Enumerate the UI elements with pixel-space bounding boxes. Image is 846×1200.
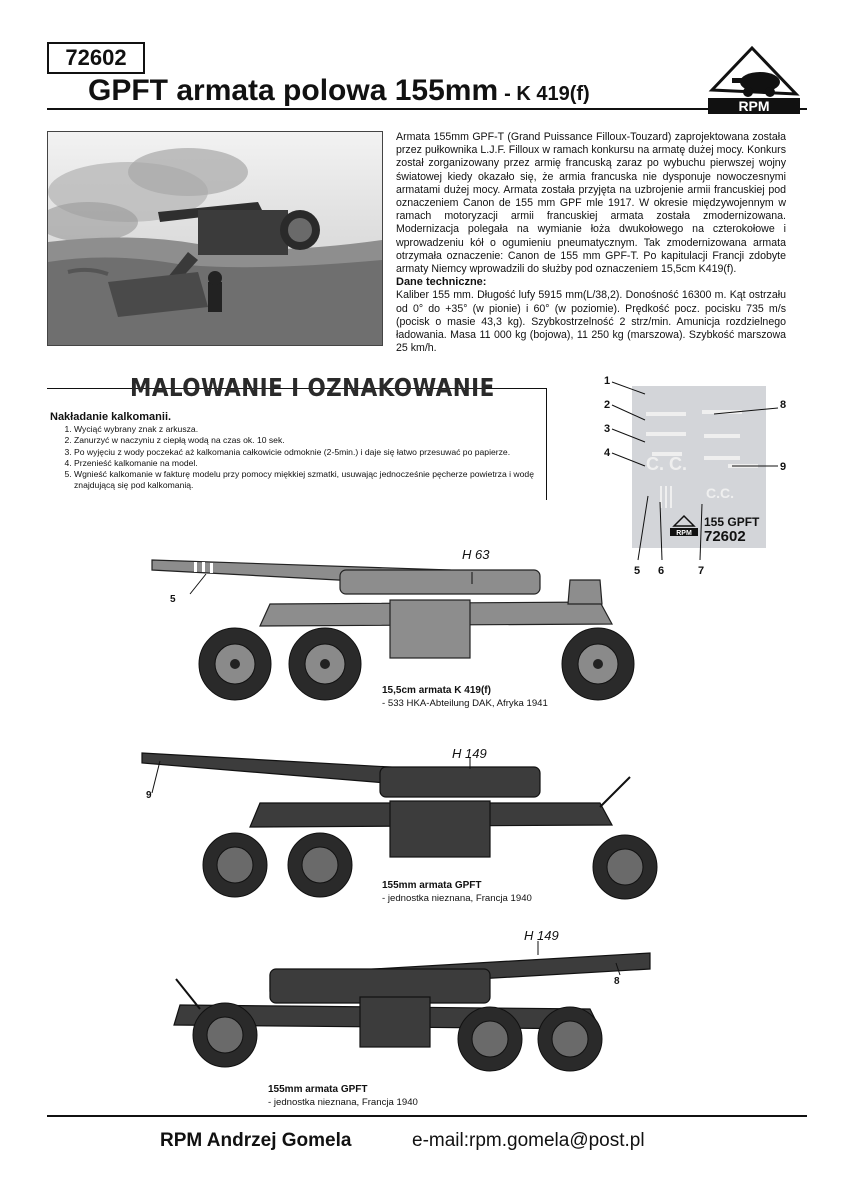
profile-2-caption-title: 155mm armata GPFT — [382, 880, 482, 891]
decal-step: 4. Przenieść kalkomanie na model. — [74, 458, 554, 469]
product-code: 72602 — [47, 42, 145, 74]
footer-email: e-mail:rpm.gomela@post.pl — [412, 1130, 645, 1151]
header-rule — [47, 108, 807, 110]
sheet-logo: RPM — [676, 530, 692, 537]
profile-3-caption-sub: - jednostka nieznana, Francja 1940 — [268, 1097, 418, 1108]
callout-1: 1 — [604, 375, 611, 387]
profile-1-decal-callout: 5 — [170, 594, 176, 605]
profile-2-hull-number: H 149 — [452, 746, 487, 761]
profile-1-hull-number: H 63 — [462, 547, 490, 562]
svg-text:C.C.: C.C. — [706, 485, 734, 501]
intro-paragraph: Armata 155mm GPF-T (Grand Puissance Filloux-Touzard) zaprojektowana została przez pułkownika L.J.F. Filloux w ramach konkursu na armatę dużej mocy. Konkurs został zorganizowany przez armię francuską zaraz po wybuchu pierwszej wojny światowej kiedy okazało się, że armia francuska nie dysponuje nowoczesnymi armatami dużej mocy. Armata została przyjęta na uzbrojenie armii francuskiej pod oznaczeniem Canon de 155 mm GPF mle 1917. W okresie międzywojennym w ramach motoryzacji armii francuskiej armata została zmodernizowana. Modernizacja polegała na wymianie łoża dwukołowego na czterokołowe i wprowadzeniu kół o ogumieniu pneumatycznym. Tak zmodernizowana armata otrzymała oznaczenie: Canon de 155 mm GPF-T. Po kapitulacji Francji zdobyte armaty Niemcy wprowadzili do służby pod oznaczeniem 15,5cm K419(f). — [396, 131, 786, 276]
footer-company: RPM Andrzej Gomela — [160, 1130, 352, 1151]
specs-heading: Dane techniczne: — [396, 276, 487, 289]
callout-8: 8 — [780, 399, 787, 411]
decal-instructions-list — [62, 424, 554, 492]
intro-text — [396, 131, 786, 355]
decal-step: 5. Wgnieść kalkomanie w fakturę modelu przy pomocy miękkiej szmatki, usuwając jednocześnie pęcherze powietrza i wodę znajdującą się pod kalkomanią. — [74, 469, 554, 492]
rpm-logo — [704, 42, 804, 116]
profile-2-decal-callout: 9 — [146, 790, 152, 801]
callout-5: 5 — [634, 565, 641, 577]
sheet-label: 155 GPFT — [704, 515, 760, 529]
callout-9: 9 — [780, 461, 787, 473]
profile-3-hull-number: H 149 — [524, 928, 559, 943]
decal-instructions-heading: Nakładanie kalkomanii. — [50, 411, 172, 423]
footer-rule — [47, 1115, 807, 1117]
logo-text: RPM — [738, 98, 770, 114]
callout-3: 3 — [604, 423, 611, 435]
specs-text: Kaliber 155 mm. Długość lufy 5915 mm(L/38,2). Donośność 16300 m. Kąt ostrzału od 0° do +35° (w pionie) i 60° (w poziomie). Prędkość pocz. pocisku 735 m/s (pocisk o masie 43,3 kg). Szybkostrzelność 2 strz/min. Amunicja rozdzielnego ładowania. Masa 11 000 kg (bojowa), 11 250 kg (marszowa). Szybkość marszowa 25 km/h. — [396, 289, 786, 355]
historical-photo — [47, 131, 383, 346]
profile-1-caption-sub: - 533 HKA-Abteilung DAK, Afryka 1941 — [382, 698, 548, 709]
decal-step: 1. Wyciąć wybrany znak z arkusza. — [74, 424, 554, 435]
profile-1-caption-title: 15,5cm armata K 419(f) — [382, 685, 491, 696]
profile-3-decal-callout: 8 — [614, 976, 620, 987]
callout-4: 4 — [604, 447, 611, 459]
svg-text:C. C.: C. C. — [646, 454, 688, 474]
profile-3-caption-title: 155mm armata GPFT — [268, 1084, 368, 1095]
decal-step: 3. Po wyjęciu z wody poczekać aż kalkomania całkowicie odmoknie (2-5min.) i daje się łatwo przesuwać po papierze. — [74, 447, 554, 458]
gun-profile-3 — [170, 935, 670, 1075]
callout-2: 2 — [604, 399, 611, 411]
page-title — [88, 74, 590, 108]
title-subtitle: - K 419(f) — [504, 83, 590, 105]
callout-6: 6 — [658, 565, 665, 577]
callout-7: 7 — [698, 565, 705, 577]
decal-step: 2. Zanurzyć w naczyniu z ciepłą wodą na czas ok. 10 sek. — [74, 435, 554, 446]
profile-2-caption-sub: - jednostka nieznana, Francja 1940 — [382, 893, 532, 904]
title-main: GPFT armata polowa 155mm — [88, 74, 499, 107]
section-title: MALOWANIE I OZNAKOWANIE — [130, 373, 495, 402]
sheet-code: 72602 — [704, 528, 746, 545]
